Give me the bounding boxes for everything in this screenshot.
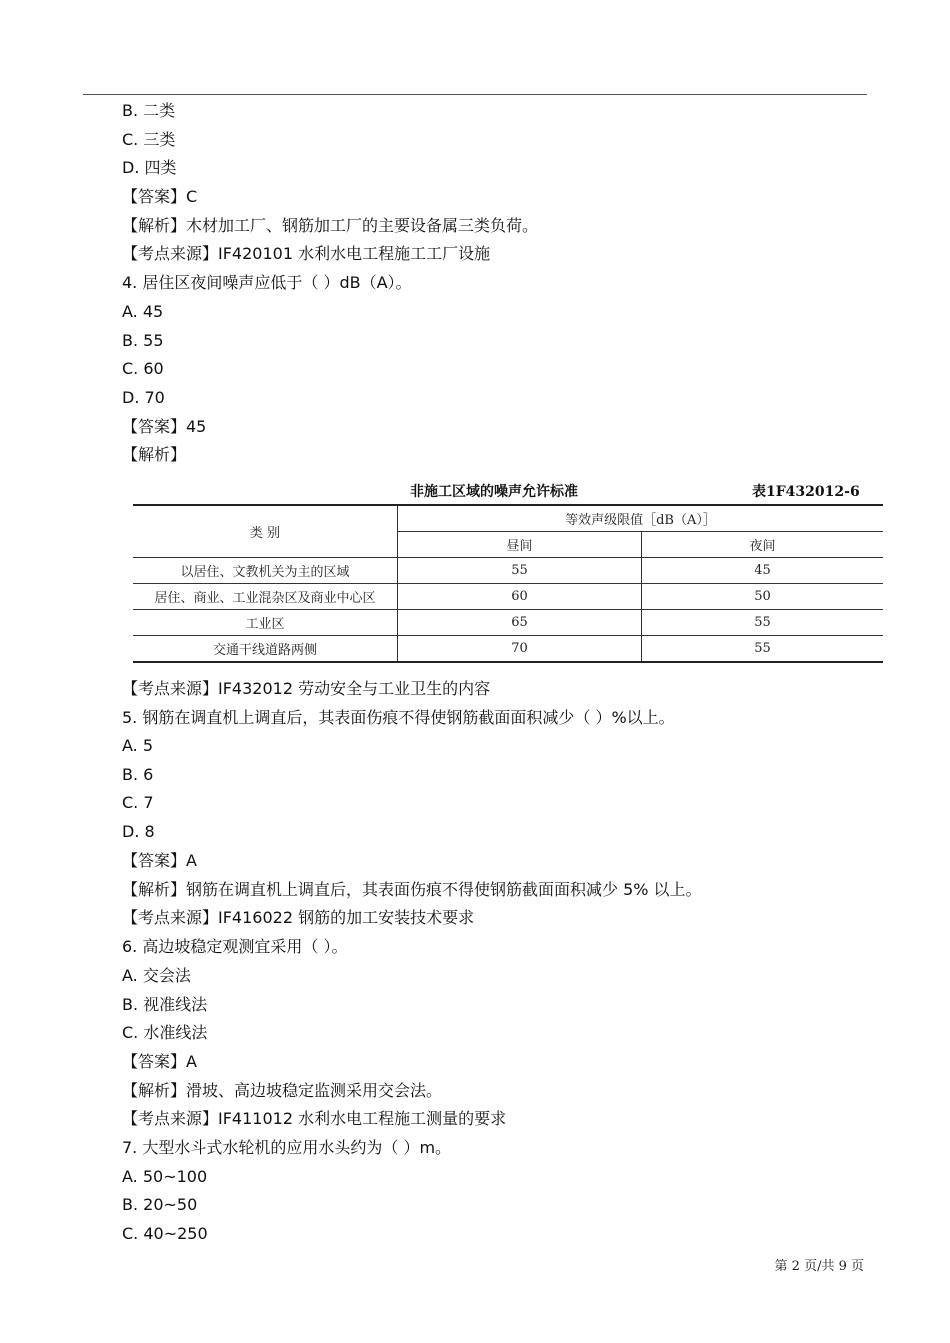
option-b: B. 6 bbox=[122, 765, 154, 784]
option-a: A. 5 bbox=[122, 736, 154, 755]
cell-category: 以居住、文教机关为主的区域 bbox=[133, 558, 398, 584]
option-c: C. 7 bbox=[122, 793, 154, 812]
option-a: A. 50~100 bbox=[122, 1167, 208, 1186]
explanation-line: 【解析】木材加工厂、钢筋加工厂的主要设备属三类负荷。 bbox=[122, 216, 539, 235]
cell-category: 交通干线道路两侧 bbox=[133, 636, 398, 663]
table-code: 表1F432012-6 bbox=[752, 484, 860, 500]
table-row bbox=[133, 636, 883, 663]
source-line: 【考点来源】IF411012 水利水电工程施工测量的要求 bbox=[122, 1109, 507, 1128]
question-6: 6. 高边坡稳定观测宜采用（ ）。 bbox=[122, 937, 348, 956]
question-4: 4. 居住区夜间噪声应低于（ ）dB（A）。 bbox=[122, 273, 412, 292]
cell-night: 55 bbox=[642, 610, 884, 636]
header-category: 类 别 bbox=[133, 505, 398, 558]
option-a: A. 交会法 bbox=[122, 966, 191, 985]
cell-day: 65 bbox=[398, 610, 642, 636]
option-b: B. 二类 bbox=[122, 101, 176, 120]
cell-night: 55 bbox=[642, 636, 884, 663]
option-b: B. 55 bbox=[122, 331, 164, 350]
table-row bbox=[133, 558, 883, 584]
table-header-row bbox=[133, 505, 883, 532]
option-d: D. 8 bbox=[122, 822, 155, 841]
option-d: D. 四类 bbox=[122, 158, 177, 177]
source-line: 【考点来源】IF416022 钢筋的加工安装技术要求 bbox=[122, 908, 475, 927]
header-night: 夜间 bbox=[642, 532, 884, 558]
header-day: 昼间 bbox=[398, 532, 642, 558]
cell-category: 工业区 bbox=[133, 610, 398, 636]
answer-line: 【答案】45 bbox=[122, 417, 207, 436]
answer-line: 【答案】A bbox=[122, 1052, 197, 1071]
answer-line: 【答案】C bbox=[122, 187, 198, 206]
cell-day: 55 bbox=[398, 558, 642, 584]
cell-category: 居住、商业、工业混杂区及商业中心区 bbox=[133, 584, 398, 610]
noise-standard-table bbox=[133, 504, 883, 663]
option-c: C. 三类 bbox=[122, 130, 176, 149]
answer-line: 【答案】A bbox=[122, 851, 197, 870]
cell-day: 60 bbox=[398, 584, 642, 610]
option-d: D. 70 bbox=[122, 388, 165, 407]
option-a: A. 45 bbox=[122, 302, 164, 321]
explanation-line: 【解析】钢筋在调直机上调直后，其表面伤痕不得使钢筋截面面积减少 5% 以上。 bbox=[122, 880, 702, 899]
cell-day: 70 bbox=[398, 636, 642, 663]
option-c: C. 水准线法 bbox=[122, 1023, 208, 1042]
table-row bbox=[133, 584, 883, 610]
explanation-line: 【解析】滑坡、高边坡稳定监测采用交会法。 bbox=[122, 1081, 443, 1100]
option-c: C. 40~250 bbox=[122, 1224, 208, 1243]
source-line: 【考点来源】IF432012 劳动安全与工业卫生的内容 bbox=[122, 679, 491, 698]
table-row bbox=[133, 610, 883, 636]
page-number: 第 2 页/共 9 页 bbox=[774, 1259, 864, 1274]
cell-night: 50 bbox=[642, 584, 884, 610]
header-group: 等效声级限值［dB（A）］ bbox=[398, 505, 884, 532]
option-b: B. 视准线法 bbox=[122, 995, 208, 1014]
question-5: 5. 钢筋在调直机上调直后，其表面伤痕不得使钢筋截面面积减少（ ）%以上。 bbox=[122, 708, 675, 727]
option-c: C. 60 bbox=[122, 359, 164, 378]
option-b: B. 20~50 bbox=[122, 1195, 198, 1214]
cell-night: 45 bbox=[642, 558, 884, 584]
explanation-line: 【解析】 bbox=[122, 445, 187, 464]
question-7: 7. 大型水斗式水轮机的应用水头约为（ ）m。 bbox=[122, 1138, 452, 1157]
source-line: 【考点来源】IF420101 水利水电工程施工工厂设施 bbox=[122, 244, 491, 263]
table-title: 非施工区域的噪声允许标准 bbox=[410, 484, 578, 500]
header-rule bbox=[83, 94, 867, 95]
